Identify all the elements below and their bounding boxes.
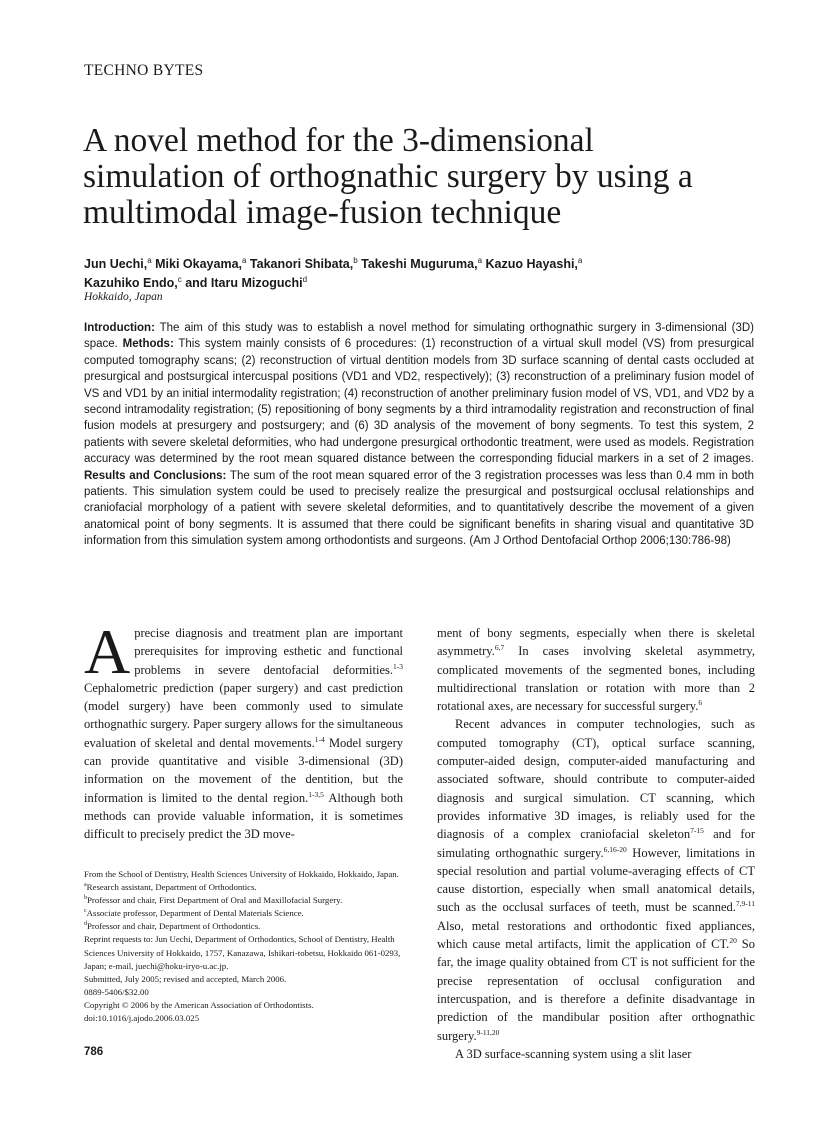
body-text: So far, the image quality obtained from CT is not sufficient for the precise representation of occlusal configuration and intercuspation, and is therefore a definite disadvantage in prediction of the mandibular position after orthognathic surgery. (437, 937, 755, 1043)
body-paragraph (84, 616, 403, 844)
body-column-left (84, 616, 403, 844)
body-paragraph: A 3D surface-scanning system using a slit laser (455, 1046, 692, 1061)
body-text: Although both methods can provide valuable information, it is sometimes difficult to precisely predict the 3D move- (84, 790, 403, 842)
author-name: and Itaru Mizoguchi (181, 275, 303, 290)
citation: 7,9-11 (735, 899, 755, 909)
author-location: Hokkaido, Japan (84, 291, 163, 303)
affiliation-mark: a (577, 255, 583, 265)
citation: 6 (698, 698, 703, 708)
footnote-reprint: Reprint requests to: Jun Uechi, Department of Orthodontics, School of Dentistry, Health Sciences University of Hokkaido, 1757, Kanazawa, Ishikari-tobetsu, Hokkaido 061-0293, Japan; e-mail, juechi@hoku-iryo-u.ac.jp. (84, 934, 401, 971)
footnote-issn: 0889-5406/$32.00 (84, 986, 149, 997)
author-name: Takeshi Muguruma, (357, 257, 478, 271)
footnotes (84, 868, 403, 1025)
footnote-affiliation (84, 920, 403, 933)
abstract-methods-text: This system mainly consists of 6 procedures: (1) reconstruction of a virtual skull model (VS) from presurgical computed tomography scans; (2) reconstruction of virtual dentition models from 3D surface scanning of dental casts occluded at presurgical and postsurgical intercuspal positions (VD1 and VD2, respectively); (3) reconstruction of a preliminary fusion model of VS and VD1 by an initial intermodality registration; (4) reconstruction of another preliminary fusion model of VS, VD1, and VD2 by a second intramodality registration; (5) repositioning of bony segments by a third intramodality registration and reconstruction of final fusion models at presurgery and postsurgery; and (6) 3D analysis of the movement of bony segments. To test this system, 2 patients with severe skeletal deformities, who had undergone presurgical orthodontic treatment, were used as models. Registration accuracy was determined by the root mean squared distance between the corresponding fiducial markers in a set of 2 images. (84, 338, 755, 466)
affiliation-mark: a (477, 255, 483, 265)
page-number: 786 (84, 1046, 104, 1058)
citation: 1-3 (393, 661, 403, 671)
affiliation-mark: a (242, 255, 247, 265)
affiliation-mark: b (353, 255, 358, 265)
author-name: Takanori Shibata, (246, 257, 354, 271)
footnote-text: Professor and chair, First Department of Oral and Maxillofacial Surgery. (87, 895, 343, 906)
affiliation-mark: c (177, 274, 182, 284)
body-text: Model surgery can provide quantitative and visible 3-dimensional (3D) information on the movement of the dentition, but the information is limited to the dental region. (84, 735, 403, 805)
affiliation-mark: c (84, 908, 87, 915)
body-text: Recent advances in computer technologies, such as computed tomography (CT), optical surface scanning, computer-aided design, computer-aided manufacturing and associated software, should contribute to computer-aided diagnosis and surgical simulation. CT scanning, which provides informative 3D images, is reliably used for the diagnosis of a complex craniofacial skeleton (437, 717, 755, 842)
citation: 6,16-20 (603, 844, 627, 854)
citation: 1-4 (314, 734, 325, 744)
body-paragraph (437, 715, 755, 1044)
abstract-results-text: The sum of the root mean squared error of the 3 registration processes was less than 0.4 mm in both patients. This simulation system could be used to precisely realize the presurgical and postsurgical occlusal relationships and craniofacial morphology of a patient with severe skeletal deformities, and to quantitatively describe the movement of a given anatomical point of bony segments. It is assumed that there could be significant benefits in sharing visual and quantitative 3D information from this simulation system among orthodontists and surgeons. (Am J Orthod Dentofacial Orthop 2006;130:786-98) (84, 469, 754, 548)
author-line-2 (84, 274, 764, 293)
footnote-affiliation (84, 881, 403, 894)
author-list (84, 255, 764, 292)
citation: 20 (729, 935, 737, 945)
body-text: ment of bony segments, especially when there is skeletal asymmetry. (437, 626, 755, 659)
affiliation-mark: d (302, 274, 308, 284)
footnote-copyright: Copyright © 2006 by the American Association of Orthodontists. (84, 999, 314, 1010)
body-text: However, limitations in special resolution and partial volume-averaging effects of CT cause distortion, especially when small anatomical details, such as the occlusal surfaces of teeth, must be scanned. (437, 845, 756, 915)
affiliation-mark: b (84, 895, 87, 902)
footnote-affiliation (84, 907, 403, 920)
citation: 6,7 (494, 643, 505, 653)
affiliation-mark: a (84, 882, 87, 889)
article-title: A novel method for the 3-dimensional simulation of orthognathic surgery by using a multimodal image-fusion technique (83, 122, 693, 231)
author-name: Kazuo Hayashi, (482, 257, 578, 271)
citation: 9-11,20 (476, 1027, 500, 1037)
footnote-text: Associate professor, Department of Dental Materials Science. (86, 908, 304, 919)
body-text: Also, metal restorations and orthodontic fixed appliances, which cause metal artifacts, limit the application of CT. (437, 918, 755, 952)
section-label: TECHNO BYTES (84, 62, 204, 79)
footnote-institution: From the School of Dentistry, Health Sciences University of Hokkaido, Hokkaido, Japan. (84, 869, 399, 879)
citation: 7-15 (690, 826, 704, 836)
body-text: In cases involving skeletal asymmetry, complicated movements of the segmented bones, including multidirectional translation or rotation with more than 2 rotational axes, are necessary for successful surgery. (437, 644, 755, 714)
body-text: and for simulating orthognathic surgery. (437, 827, 755, 860)
footnote-doi: doi:10.1016/j.ajodo.2006.03.025 (84, 1013, 200, 1024)
body-text: precise diagnosis and treatment plan are important prerequisites for improving esthetic and functional problems in severe dentofacial deformities. (134, 626, 403, 677)
abstract (84, 320, 754, 550)
abstract-intro-label: Introduction: (84, 322, 155, 334)
affiliation-mark: d (84, 921, 87, 928)
footnote-affiliation (84, 894, 403, 907)
abstract-methods-label: Methods: (122, 338, 174, 351)
abstract-intro-text: The aim of this study was to establish a novel method for simulating orthognathic surgery in 3-dimensional (3D) space. (84, 322, 754, 351)
author-name: Jun Uechi, (84, 257, 148, 271)
drop-cap: A (84, 616, 131, 687)
author-line-1 (84, 255, 764, 274)
affiliation-mark: a (147, 255, 152, 265)
body-text: Cephalometric prediction (paper surgery) and cast prediction (model surgery) have been commonly used to simulate orthognathic surgery. Paper surgery allows for the simultaneous evaluation of skeletal and dental movements. (84, 680, 403, 750)
body-paragraph (437, 624, 755, 715)
footnote-text: Professor and chair, Department of Orthodontics. (87, 921, 261, 932)
citation: 1-3,5 (308, 789, 324, 799)
author-name: Kazuhiko Endo, (84, 275, 178, 290)
footnote-submitted: Submitted, July 2005; revised and accepted, March 2006. (84, 973, 287, 984)
author-name: Miki Okayama, (151, 257, 242, 271)
footnote-text: Research assistant, Department of Orthodontics. (86, 882, 257, 893)
abstract-results-label: Results and Conclusions: (84, 469, 227, 482)
body-column-right (437, 624, 755, 1063)
